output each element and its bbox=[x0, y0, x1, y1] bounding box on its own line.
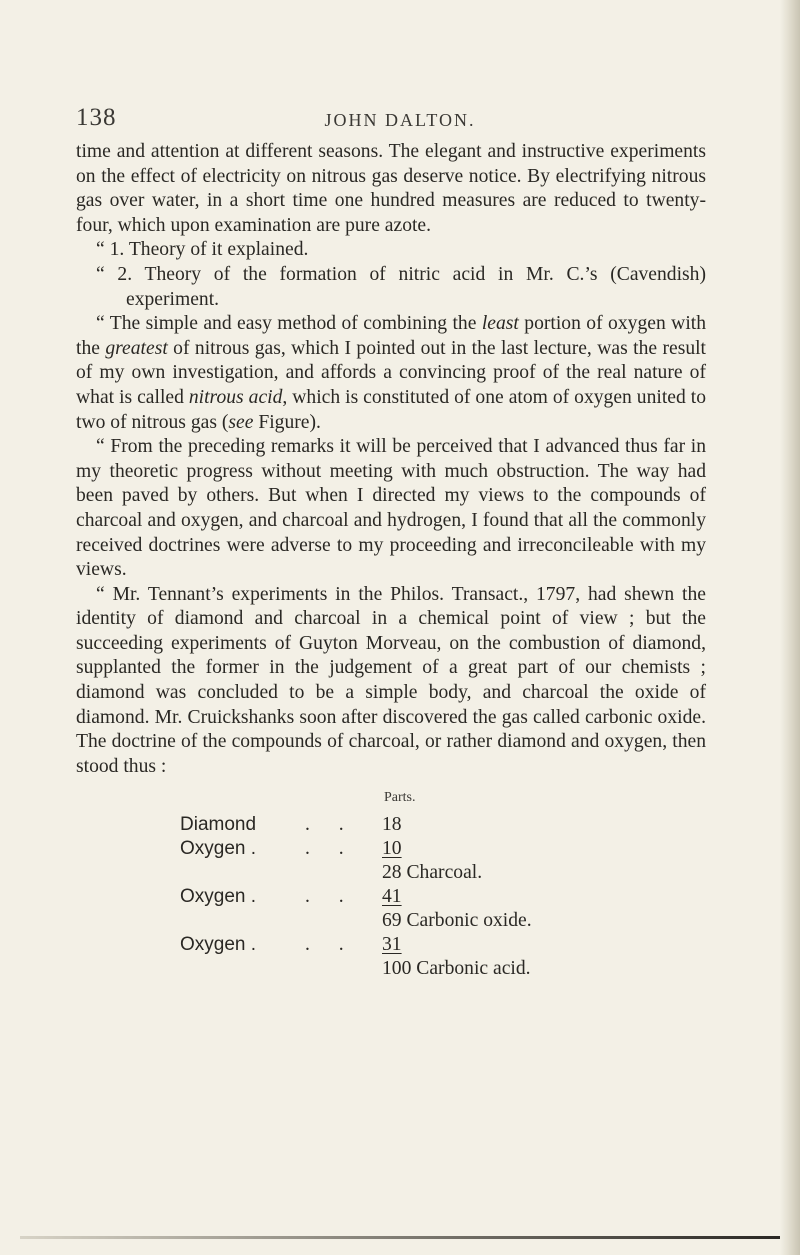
emphasis-greatest: greatest bbox=[105, 337, 168, 359]
page-number: 138 bbox=[76, 104, 117, 131]
text-run: “ The simple and easy method of combining the bbox=[96, 313, 482, 335]
emphasis-see: see bbox=[228, 411, 254, 433]
row-label-oxygen-1: Oxygen . bbox=[180, 838, 257, 859]
text-run: Figure). bbox=[253, 411, 321, 433]
row-value-oxygen-2: 41 bbox=[382, 886, 402, 907]
paragraph-nitrous-acid bbox=[76, 312, 706, 435]
emphasis-least: least bbox=[481, 313, 519, 335]
row-value-oxygen-1: 10 bbox=[382, 838, 402, 859]
text-run: , which is constituted of one atom of oxygen united to two of nitrous gas ( bbox=[76, 386, 706, 433]
row-label-oxygen-2: Oxygen . bbox=[180, 886, 257, 907]
row-leader: . . bbox=[305, 934, 356, 955]
row-label-oxygen-3: Oxygen . bbox=[180, 934, 257, 955]
text-run: of nitrous gas, which I pointed out in the last lecture, was the result of my own investigation, and affords a convincing proof of the real nature of what is called bbox=[76, 337, 706, 408]
row-leader: . . bbox=[305, 814, 356, 835]
page-edge-shadow bbox=[780, 0, 800, 1255]
paragraph-theory-1: “ 1. Theory of it explained. bbox=[96, 239, 309, 261]
emphasis-nitrous-acid: nitrous acid bbox=[188, 386, 283, 408]
sum-charcoal: 28 Charcoal. bbox=[382, 862, 483, 883]
paragraph-tennant: “ Mr. Tennant’s experiments in the Philos. Transact., 1797, had shewn the identity of diamond and charcoal in a chemical point of view ; but the succeeding experiments of Guyton Morveau, on the combustion of diamond, supplanted the former in the judgement of a great part of our chemists ; diamond was concluded to be a simple body, and charcoal the oxide of diamond. Mr. Cruickshanks soon after discovered the gas called carbonic oxide. The doctrine of the compounds of charcoal, or rather diamond and oxygen, then stood thus : bbox=[76, 583, 706, 777]
paragraph-theory-2: “ 2. Theory of the formation of nitric acid in Mr. C.’s (Cavendish) experiment. bbox=[96, 263, 706, 310]
body-text bbox=[76, 140, 706, 779]
row-leader: . . bbox=[305, 838, 356, 859]
table-header-parts: Parts. bbox=[384, 790, 416, 805]
sum-carbonic-oxide: 69 Carbonic oxide. bbox=[382, 910, 532, 931]
paragraph-theoretic-progress: “ From the preceding remarks it will be perceived that I advanced thus far in my theoretic progress without meeting with much obstruction. The way had been paved by others. But when I directed my views to the compounds of charcoal and oxygen, and charcoal and hydrogen, I found that all the commonly received doctrines were adverse to my proceeding and irreconcileable with my views. bbox=[76, 436, 706, 581]
row-label-diamond: Diamond bbox=[180, 814, 257, 835]
running-title: JOHN DALTON. bbox=[324, 110, 476, 130]
row-value-diamond: 18 bbox=[382, 814, 402, 835]
text-run: portion of oxygen with the bbox=[76, 313, 707, 359]
paragraph-1: time and attention at different seasons. The elegant and instructive experiments on the effect of electricity on nitrous gas deserve notice. By electrifying nitrous gas over water, in a short time one hundred measures are reduced to twenty-four, which upon examination are pure azote. bbox=[76, 141, 706, 236]
row-leader: . . bbox=[305, 886, 356, 907]
sum-carbonic-acid: 100 Carbonic acid. bbox=[382, 958, 531, 979]
row-value-oxygen-3: 31 bbox=[382, 934, 402, 955]
page-bottom-edge bbox=[20, 1236, 780, 1239]
